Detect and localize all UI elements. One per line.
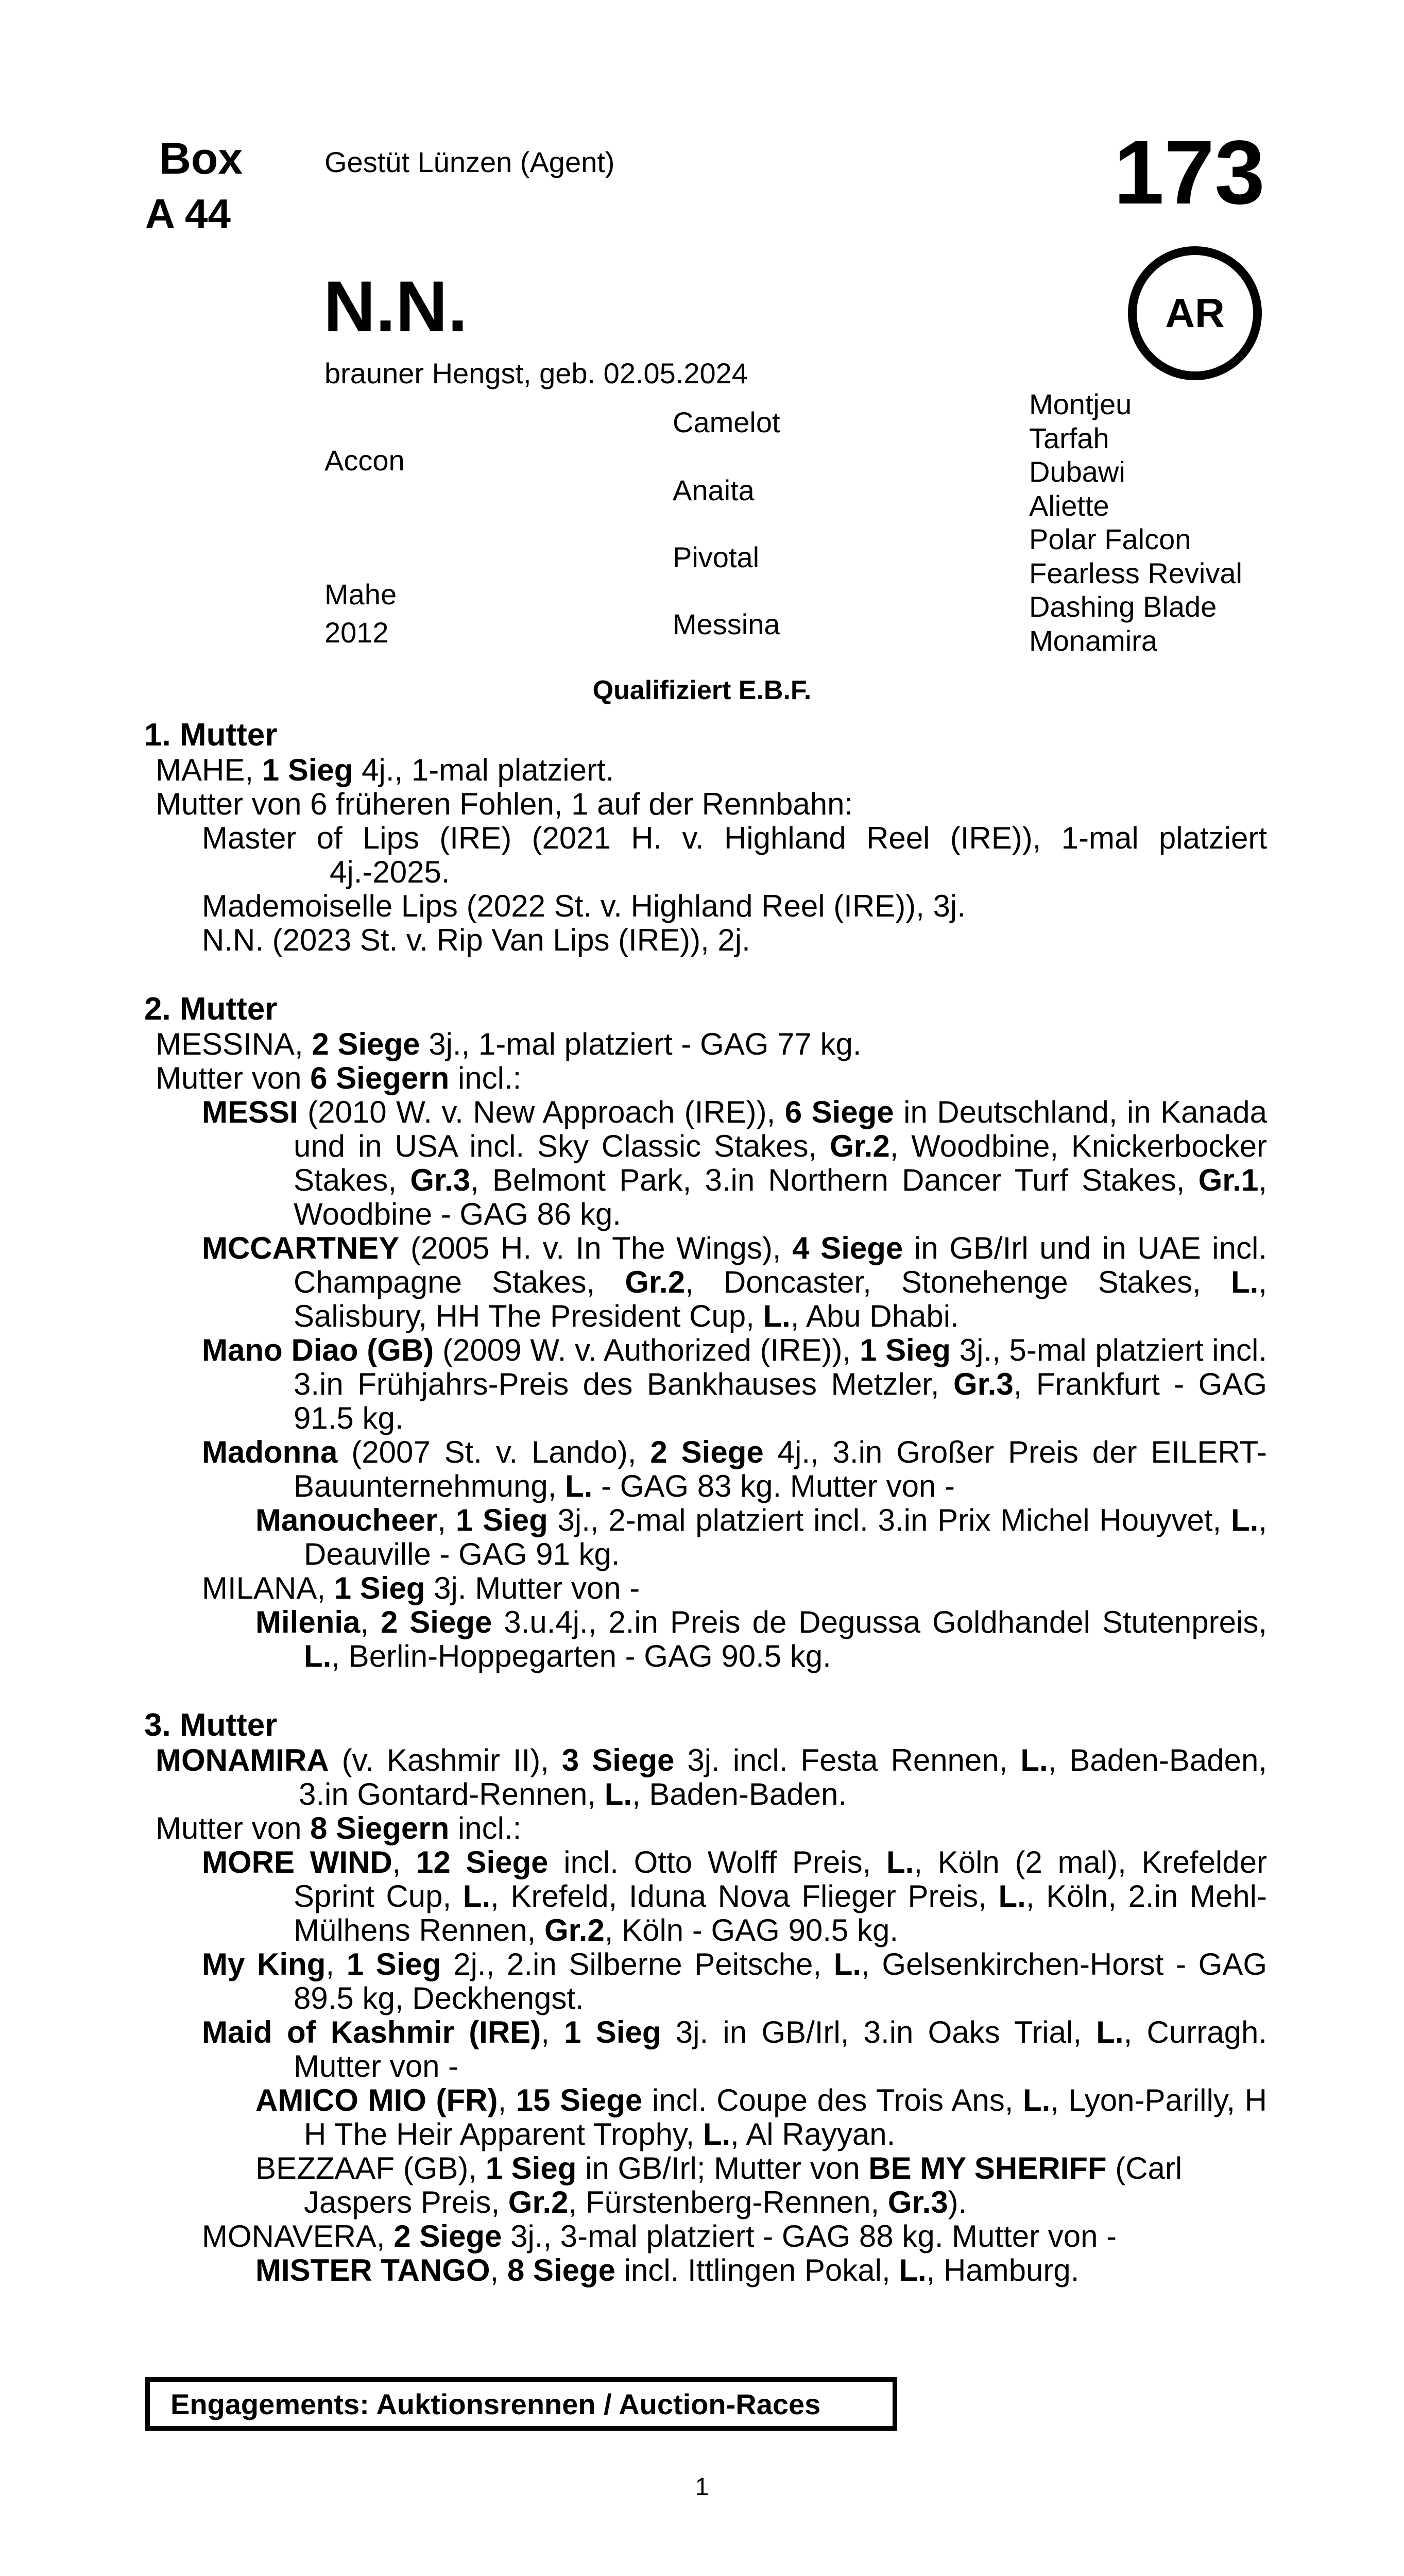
pedigree-dam-year: 2012 xyxy=(324,616,389,649)
produce-entry-maid-of-kashmir: Maid of Kashmir (IRE), 1 Sieg 3j. in GB/Irl, 3.in Oaks Trial, L., Curragh. Mutter von - xyxy=(202,2015,1267,2083)
produce-entry-more-wind: MORE WIND, 12 Siege incl. Otto Wolff Preis, L., Köln (2 mal), Krefelder Sprint Cup, L., Krefeld, Iduna Nova Flieger Preis, L., Köln, 2.in Mehl-Mülhens Rennen, Gr.2, Köln - GAG 90.5 kg. xyxy=(202,1845,1267,1947)
consignor: Gestüt Lünzen (Agent) xyxy=(324,146,615,178)
produce-entry-madonna: Madonna (2007 St. v. Lando), 2 Siege 4j., 3.in Großer Preis der EILERT-Bauunternehmung, L. - GAG 83 kg. Mutter von - xyxy=(202,1435,1267,1503)
engagements-label: Engagements: Auktionsrennen / Auction-Races xyxy=(170,2387,821,2420)
produce-summary: Mutter von 8 Siegern incl.: xyxy=(156,1811,522,1845)
page-number: 1 xyxy=(695,2473,709,2501)
pedigree-sire-sire: Camelot xyxy=(673,406,780,438)
dam-line: MONAMIRA (v. Kashmir II), 3 Siege 3j. incl. Festa Rennen, L., Baden-Baden, 3.in Gontard-Rennen, L., Baden-Baden. xyxy=(156,1743,1267,1811)
produce-summary: Mutter von 6 Siegern incl.: xyxy=(156,1061,522,1095)
dam-line: MESSINA, 2 Siege 3j., 1-mal platziert - GAG 77 kg. xyxy=(156,1027,862,1061)
section-heading-1: 1. Mutter xyxy=(144,717,278,753)
produce-entry-milenia: Milenia, 2 Siege 3.u.4j., 2.in Preis de Degussa Goldhandel Stutenpreis, L., Berlin-Hoppegarten - GAG 90.5 kg. xyxy=(255,1605,1267,1673)
produce-entry-bezzaaf: BEZZAAF (GB), 1 Sieg in GB/Irl; Mutter von BE MY SHERIFF (Carl Jaspers Preis, Gr.2, Fürstenberg-Rennen, Gr.3). xyxy=(255,2151,1183,2219)
pedigree-gen3-item: Dubawi xyxy=(1029,455,1125,488)
produce-entry-my-king: My King, 1 Sieg 2j., 2.in Silberne Peitsche, L., Gelsenkirchen-Horst - GAG 89.5 kg, Deckhengst. xyxy=(202,1947,1268,2015)
horse-description: brauner Hengst, geb. 02.05.2024 xyxy=(324,357,748,389)
foal-entry: N.N. (2023 St. v. Rip Van Lips (IRE)), 2j. xyxy=(202,923,750,957)
section-heading-2: 2. Mutter xyxy=(144,991,278,1027)
produce-entry-manoucheer: Manoucheer, 1 Sieg 3j., 2-mal platziert incl. 3.in Prix Michel Houyvet, L., Deauville - GAG 91 kg. xyxy=(255,1503,1267,1571)
pedigree-dam-sire: Pivotal xyxy=(673,541,760,573)
pedigree-sire-dam: Anaita xyxy=(673,474,755,506)
pedigree-gen3 xyxy=(1029,387,1242,657)
qualification: Qualifiziert E.B.F. xyxy=(592,675,812,705)
family-content xyxy=(144,717,1267,2287)
foal-entry: Mademoiselle Lips (2022 St. v. Highland Reel (IRE)), 3j. xyxy=(202,889,966,923)
pedigree-sire: Accon xyxy=(324,444,405,477)
section-heading-3: 3. Mutter xyxy=(144,1707,278,1743)
box-number: A 44 xyxy=(145,191,231,236)
engagements-box xyxy=(145,2377,897,2431)
lot-number: 173 xyxy=(1114,122,1265,223)
produce-entry-milana: MILANA, 1 Sieg 3j. Mutter von - xyxy=(202,1571,640,1605)
produce-entry-mano-diao: Mano Diao (GB) (2009 W. v. Authorized (IRE)), 1 Sieg 3j., 5-mal platziert incl. 3.in Frühjahrs-Preis des Bankhauses Metzler, Gr.3, Frankfurt - GAG 91.5 kg. xyxy=(202,1333,1267,1435)
pedigree-gen3-item: Fearless Revival xyxy=(1029,556,1242,589)
pedigree-gen3-item: Aliette xyxy=(1029,489,1109,522)
dam-line: MAHE, 1 Sieg 4j., 1-mal platziert. xyxy=(156,753,614,787)
produce-entry-mister-tango: MISTER TANGO, 8 Siege incl. Ittlingen Pokal, L., Hamburg. xyxy=(255,2253,1080,2287)
horse-name: N.N. xyxy=(323,266,468,347)
pedigree-gen3-item: Dashing Blade xyxy=(1029,590,1217,623)
pedigree-gen3-item: Polar Falcon xyxy=(1029,523,1191,555)
ar-badge-icon xyxy=(1128,246,1262,380)
pedigree-dam: Mahe xyxy=(324,578,397,611)
pedigree-dam-dam: Messina xyxy=(673,608,780,640)
produce-summary: Mutter von 6 früheren Fohlen, 1 auf der Rennbahn: xyxy=(156,787,853,821)
foal-entry: Master of Lips (IRE) (2021 H. v. Highland Reel (IRE)), 1-mal platziert 4j.-2025. xyxy=(202,821,1267,889)
pedigree-gen3-item: Montjeu xyxy=(1029,388,1132,420)
produce-entry-mccartney: MCCARTNEY (2005 H. v. In The Wings), 4 Siege in GB/Irl und in UAE incl. Champagne Stakes, Gr.2, Doncaster, Stonehenge Stakes, L., Salisbury, HH The President Cup, L., Abu Dhabi. xyxy=(202,1231,1268,1333)
produce-entry-amico-mio: AMICO MIO (FR), 15 Siege incl. Coupe des Trois Ans, L., Lyon-Parilly, H H The Heir Apparent Trophy, L., Al Rayyan. xyxy=(255,2083,1268,2151)
pedigree-gen3-item: Monamira xyxy=(1029,624,1157,657)
produce-entry-messi: MESSI (2010 W. v. New Approach (IRE)), 6 Siege in Deutschland, in Kanada und in USA incl. Sky Classic Stakes, Gr.2, Woodbine, Knickerbocker Stakes, Gr.3, Belmont Park, 3.in Northern Dancer Turf Stakes, Gr.1, Woodbine - GAG 86 kg. xyxy=(202,1095,1267,1231)
ar-badge-label: AR xyxy=(1165,290,1225,336)
pedigree-gen3-item: Tarfah xyxy=(1029,421,1109,454)
box-label: Box xyxy=(159,134,243,183)
produce-entry-monavera: MONAVERA, 2 Siege 3j., 3-mal platziert - GAG 88 kg. Mutter von - xyxy=(202,2219,1117,2253)
